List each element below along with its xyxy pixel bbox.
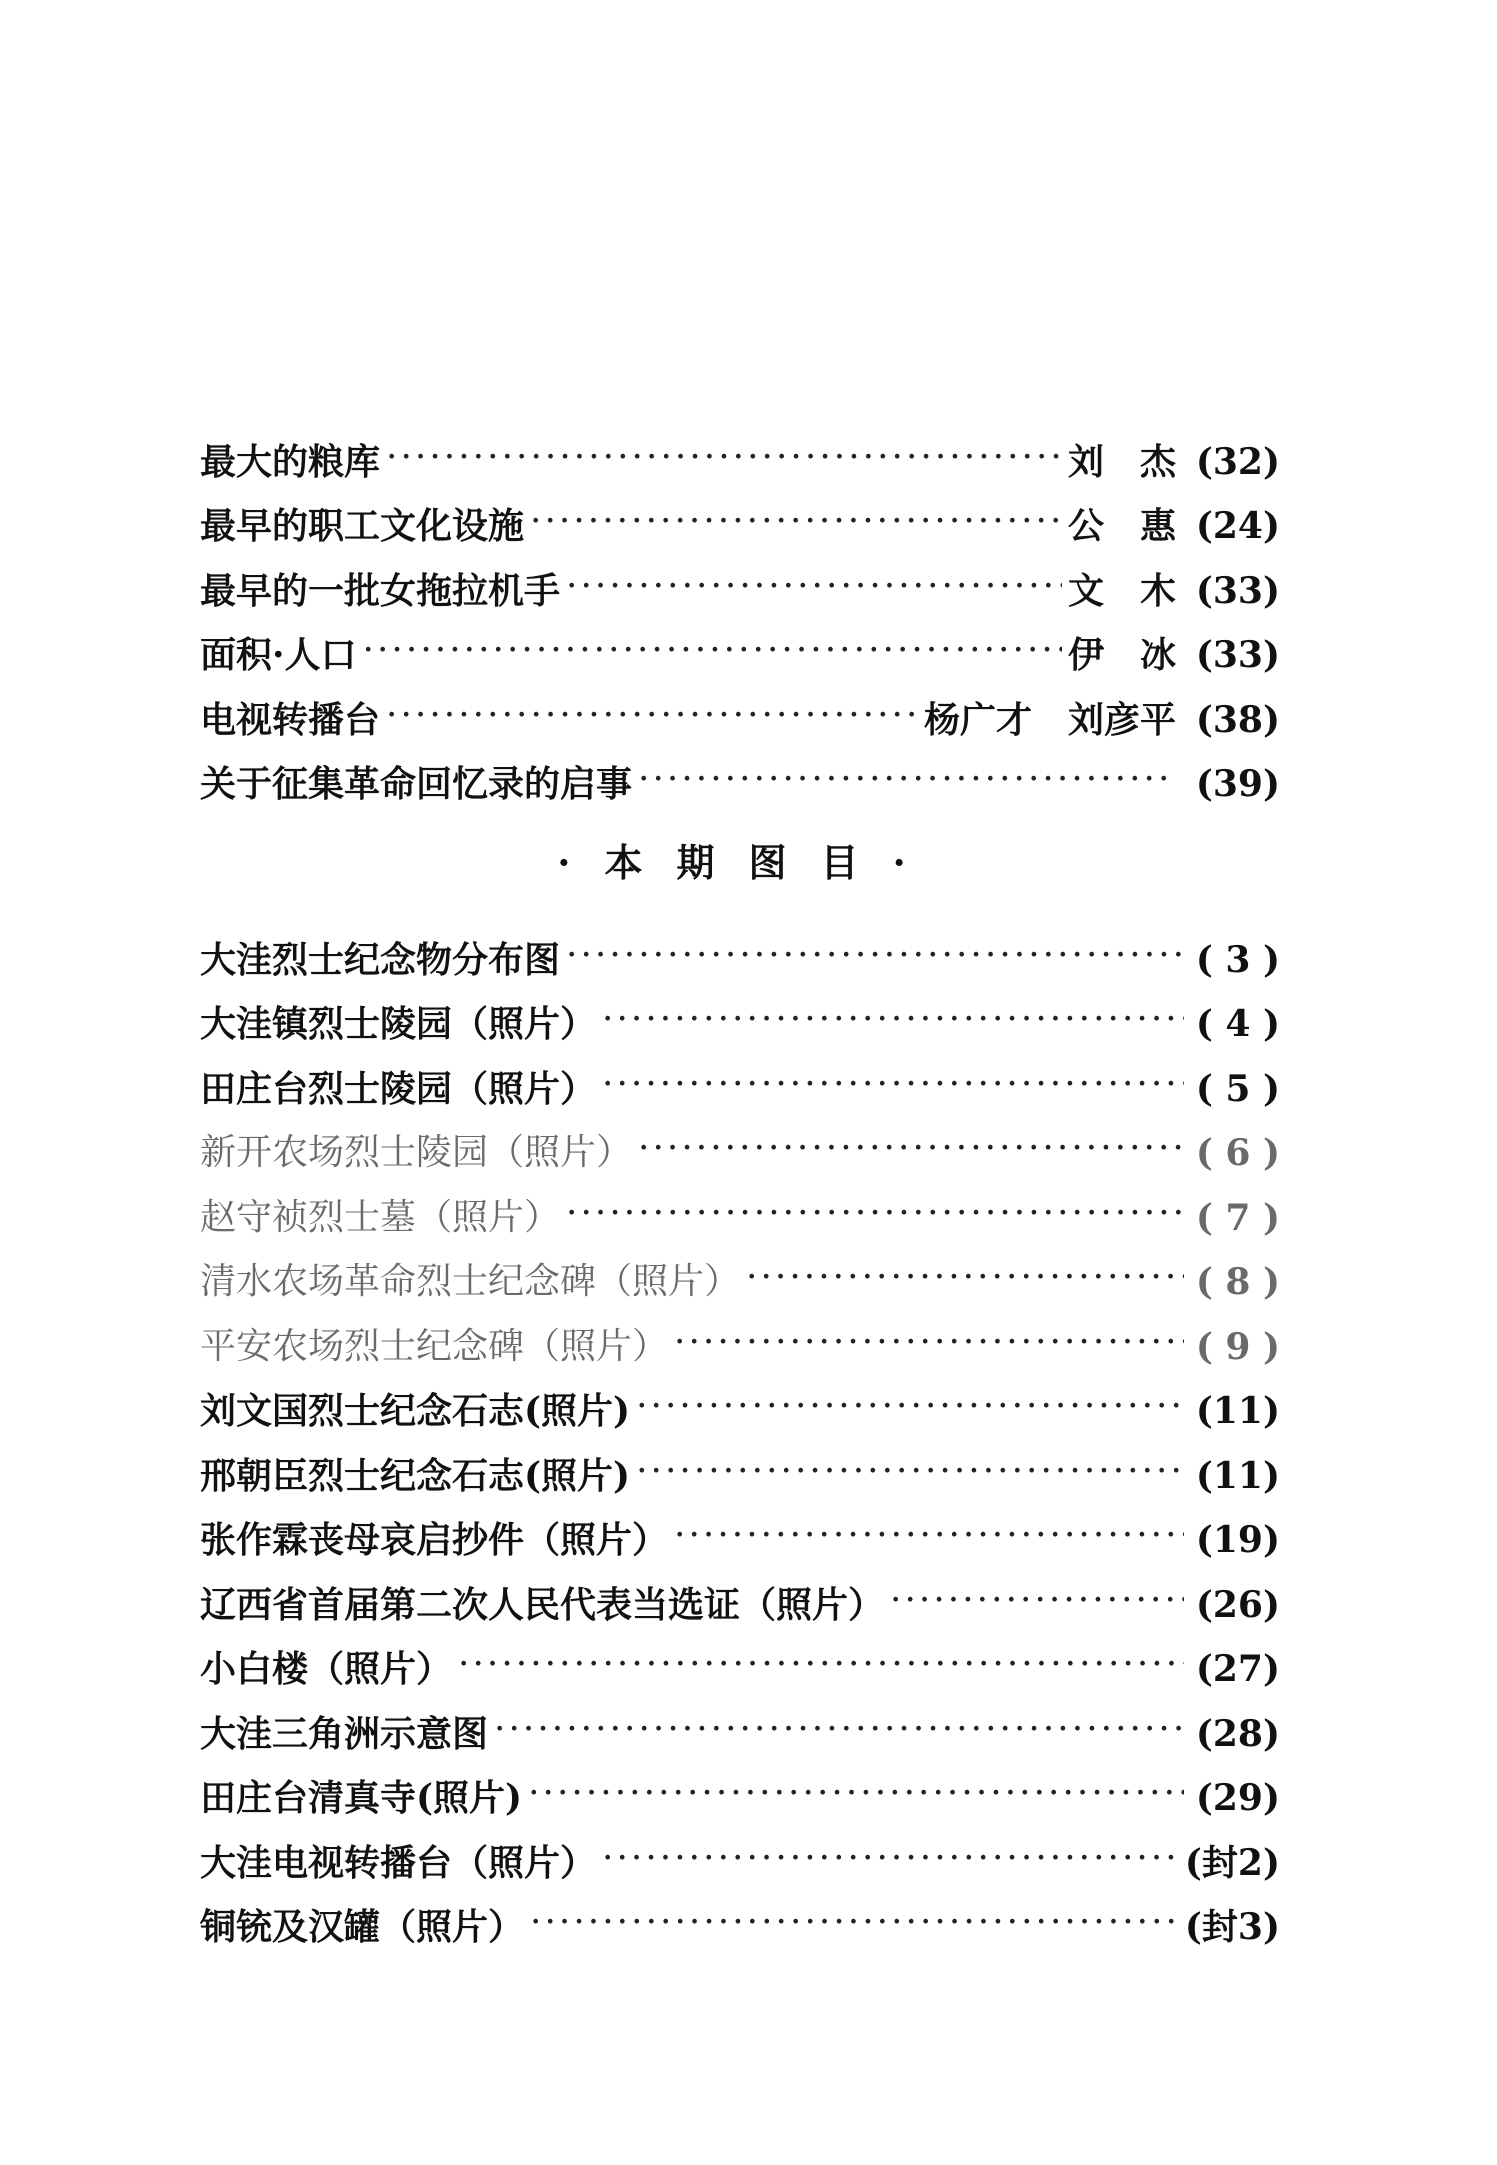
entry-title: 小白楼（照片）	[200, 1648, 453, 1690]
entry-title: 最早的一批女拖拉机手	[200, 569, 561, 612]
contents-list-illustrations	[200, 913, 1280, 1948]
entry-page: (29)	[1195, 1777, 1280, 1819]
toc-entry	[200, 1494, 1280, 1559]
entry-author: 伊 冰	[1067, 634, 1176, 676]
entry-author: 文 木	[1067, 569, 1176, 612]
dot-leader	[602, 1002, 1184, 1038]
entry-title: 邢朝臣烈士纪念石志(照片)	[200, 1454, 631, 1497]
dot-leader	[528, 1776, 1184, 1812]
toc-entry	[200, 609, 1280, 674]
entry-author: 杨广才 刘彦平	[923, 698, 1176, 741]
toc-entry	[200, 673, 1280, 741]
entry-page: (33)	[1195, 569, 1280, 612]
dot-leader	[386, 440, 1062, 476]
toc-entry	[200, 978, 1280, 1043]
entry-page: (26)	[1195, 1583, 1280, 1626]
entry-title: 电视转播台	[200, 698, 381, 741]
entry-title: 面积·人口	[200, 634, 357, 676]
entry-title: 赵守祯烈士墓（照片）	[200, 1196, 561, 1238]
entry-title: 辽西省首届第二次人民代表当选证（照片）	[200, 1583, 885, 1626]
toc-entry	[200, 1107, 1280, 1172]
toc-entry	[200, 1236, 1280, 1301]
entry-author: 刘 杰	[1067, 440, 1176, 483]
entry-page: (24)	[1195, 505, 1280, 547]
entry-title: 最早的职工文化设施	[200, 505, 525, 547]
entry-title: 大洼烈士纪念物分布图	[200, 938, 561, 981]
dot-leader	[386, 698, 918, 734]
entry-title: 新开农场烈士陵园（照片）	[200, 1132, 633, 1173]
contents-list-articles	[200, 415, 1280, 805]
entry-title: 田庄台清真寺(照片)	[200, 1777, 523, 1819]
toc-entry	[200, 1623, 1280, 1688]
entry-page: ( 4 )	[1195, 1003, 1280, 1045]
entry-title: 田庄台烈士陵园（照片）	[200, 1067, 597, 1110]
entry-title: 清水农场革命烈士纪念碑（照片）	[200, 1261, 741, 1302]
entry-author: 公 惠	[1067, 505, 1176, 547]
entry-page: (27)	[1195, 1648, 1280, 1690]
dot-leader	[530, 504, 1062, 540]
entry-page: (11)	[1195, 1390, 1280, 1432]
entry-page: (封2)	[1184, 1841, 1280, 1884]
toc-entry	[200, 1365, 1280, 1430]
dot-leader	[602, 1841, 1179, 1877]
section-heading: ·本期图目·	[557, 840, 940, 885]
toc-entry	[200, 1881, 1280, 1946]
dot-leader	[636, 1389, 1184, 1425]
toc-entry	[200, 415, 1280, 483]
entry-page: (38)	[1195, 698, 1280, 741]
entry-page: (封3)	[1184, 1906, 1280, 1948]
dot-leader	[494, 1712, 1184, 1748]
dot-leader	[890, 1583, 1184, 1619]
entry-page: (19)	[1195, 1519, 1280, 1561]
entry-page: (11)	[1195, 1454, 1280, 1497]
entry-title: 最大的粮库	[200, 440, 381, 483]
entry-page: ( 5 )	[1195, 1067, 1280, 1110]
dot-leader	[458, 1647, 1184, 1683]
toc-entry	[200, 1687, 1280, 1755]
dot-leader	[638, 1131, 1184, 1167]
entry-page: ( 6 )	[1195, 1132, 1280, 1174]
dot-leader	[638, 762, 1170, 798]
dot-leader	[636, 1454, 1184, 1490]
entry-page: (33)	[1195, 634, 1280, 676]
entry-page: ( 7 )	[1195, 1196, 1280, 1239]
toc-entry	[200, 1042, 1280, 1110]
entry-title: 大洼三角洲示意图	[200, 1712, 489, 1755]
entry-page: ( 8 )	[1195, 1261, 1280, 1303]
entry-title: 大洼镇烈士陵园（照片）	[200, 1003, 597, 1045]
entry-title: 平安农场烈士纪念碑（照片）	[200, 1325, 669, 1367]
dot-leader	[530, 1905, 1179, 1941]
toc-entry	[200, 1171, 1280, 1239]
toc-entry	[200, 1816, 1280, 1884]
entry-title: 刘文国烈士纪念石志(照片)	[200, 1390, 631, 1432]
entry-page: (32)	[1195, 440, 1280, 483]
dot-leader	[746, 1260, 1184, 1296]
entry-page: ( 9 )	[1195, 1325, 1280, 1368]
dot-leader	[363, 633, 1062, 669]
toc-entry	[200, 1300, 1280, 1368]
toc-entry	[200, 1558, 1280, 1626]
dot-leader	[602, 1067, 1184, 1103]
entry-page: (39)	[1195, 763, 1280, 805]
entry-page: ( 3 )	[1195, 938, 1280, 981]
toc-entry	[200, 480, 1280, 545]
dot-leader	[566, 569, 1062, 605]
dot-leader	[566, 1196, 1184, 1232]
entry-title: 关于征集革命回忆录的启事	[200, 763, 633, 805]
entry-page: (28)	[1195, 1712, 1280, 1755]
dot-leader	[674, 1518, 1184, 1554]
entry-title: 大洼电视转播台（照片）	[200, 1841, 597, 1884]
dot-leader	[566, 938, 1184, 974]
toc-entry	[200, 913, 1280, 981]
entry-title: 铜铳及汉罐（照片）	[200, 1906, 525, 1948]
toc-entry	[200, 738, 1280, 803]
toc-entry	[200, 1429, 1280, 1497]
toc-entry	[200, 544, 1280, 612]
dot-leader	[674, 1325, 1184, 1361]
toc-entry	[200, 1752, 1280, 1817]
entry-title: 张作霖丧母哀启抄件（照片）	[200, 1519, 669, 1561]
